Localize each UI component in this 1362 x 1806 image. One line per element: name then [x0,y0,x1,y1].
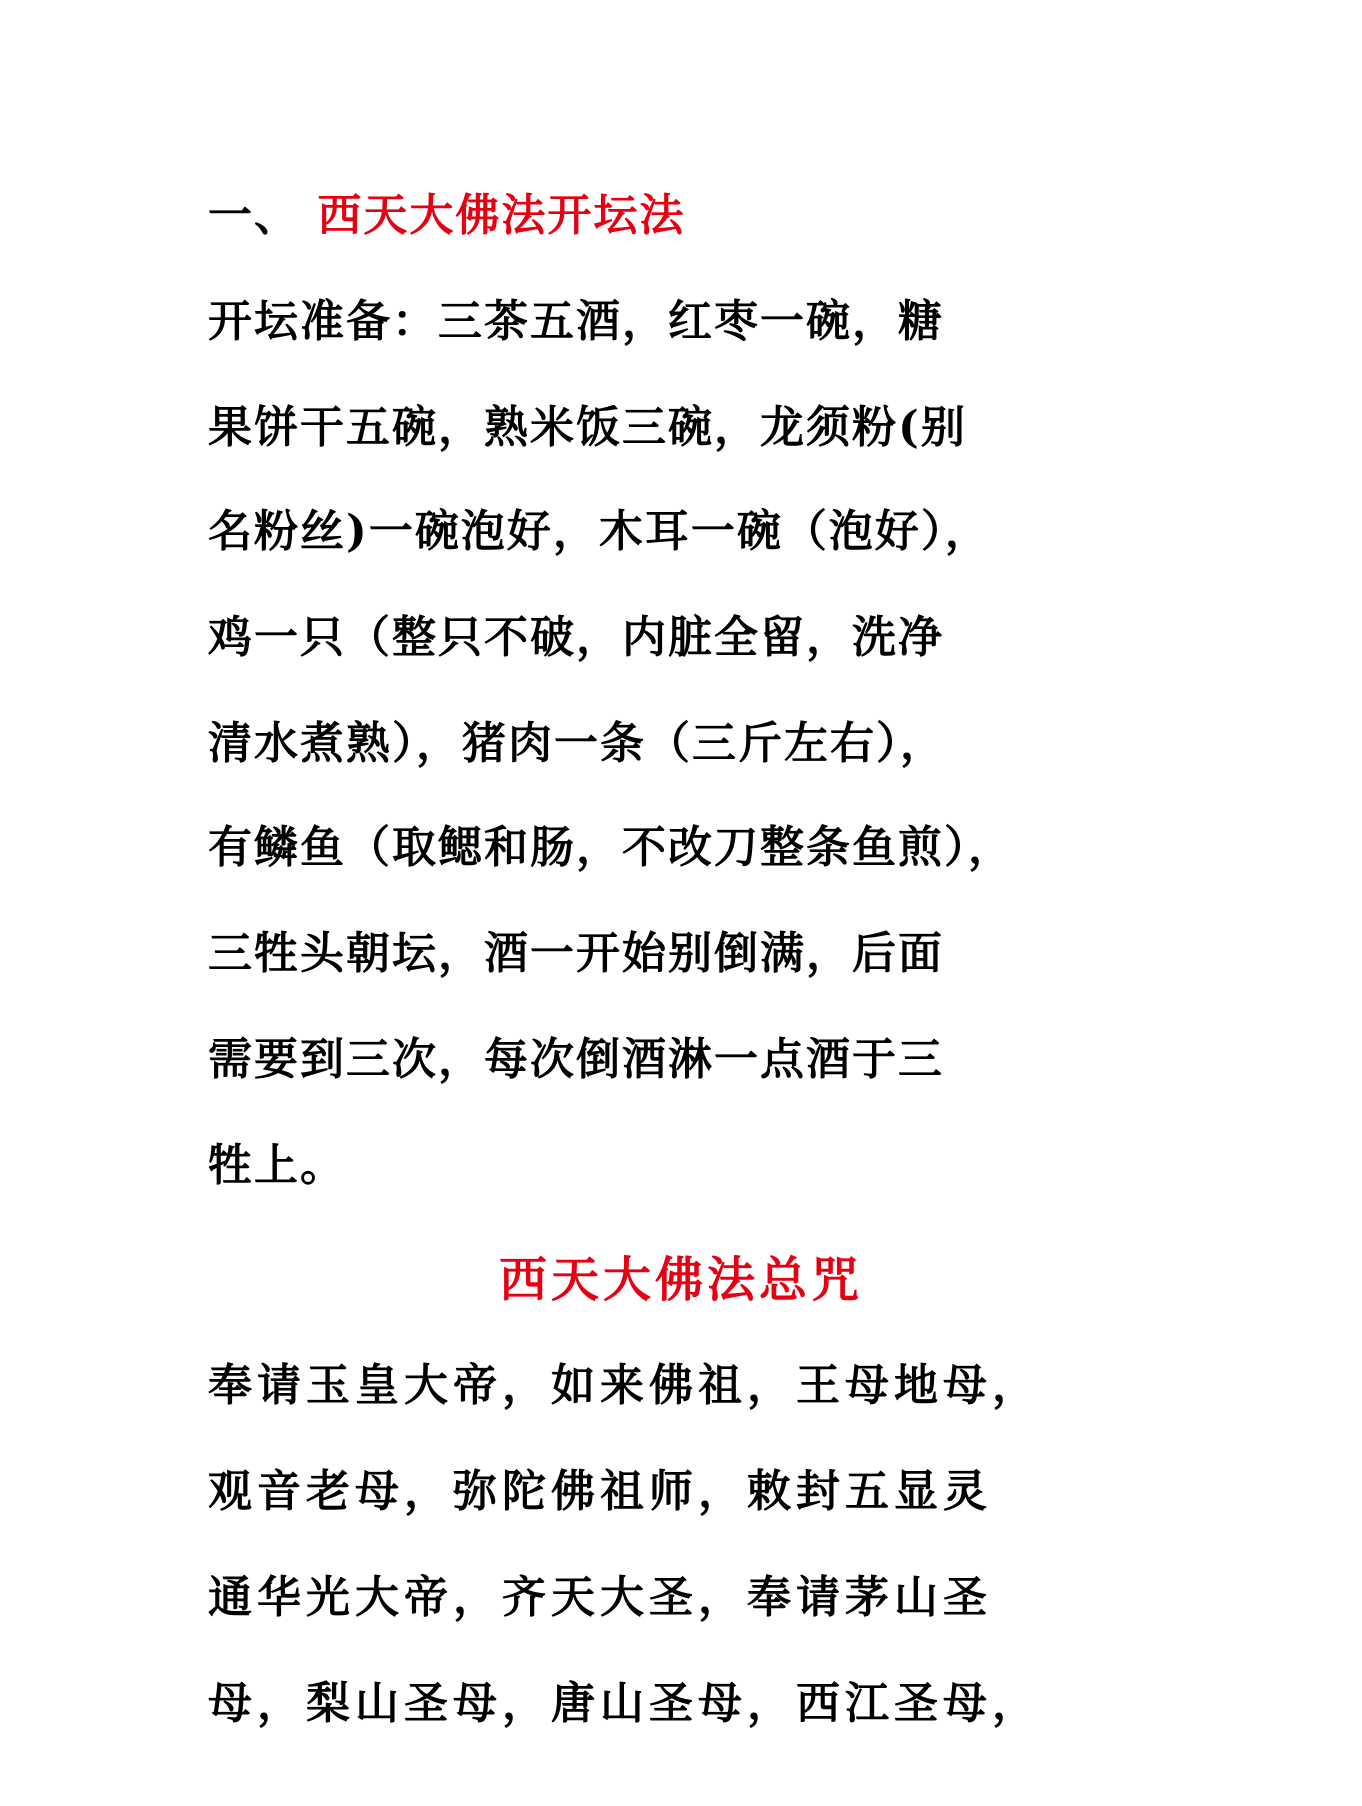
prep-line: 果饼干五碗，熟米饭三碗，龙须粉(别 [208,402,967,453]
prep-line: 鸡一只（整只不破，内脏全留，洗净 [208,612,944,663]
prep-line: 名粉丝)一碗泡好，木耳一碗（泡好）， [208,506,991,557]
prep-line: 开坛准备：三茶五酒，红枣一碗，糖 [208,296,944,347]
prep-line: 有鳞鱼（取鳃和肠，不改刀整条鱼煎）， [208,822,1014,873]
section-heading [208,186,1168,246]
chant-line: 观音老母，弥陀佛祖师，敕封五显灵 [208,1466,992,1517]
section-number: 一、 [208,190,300,241]
prep-line: 牲上。 [208,1140,346,1191]
prep-line: 三牲头朝坛，酒一开始别倒满，后面 [208,928,944,979]
chant-line: 通华光大帝，齐天大圣，奉请茅山圣 [208,1572,992,1623]
chant-title: 西天大佛法总咒 [498,1252,863,1308]
chant-line: 母，梨山圣母，唐山圣母，西江圣母， [208,1678,1041,1729]
prep-line: 清水煮熟），猪肉一条（三斤左右）， [208,718,946,769]
prep-line: 需要到三次，每次倒酒淋一点酒于三 [208,1034,944,1085]
section-title: 西天大佛法开坛法 [317,190,686,241]
chant-line: 奉请玉皇大帝，如来佛祖，王母地母， [208,1360,1041,1411]
